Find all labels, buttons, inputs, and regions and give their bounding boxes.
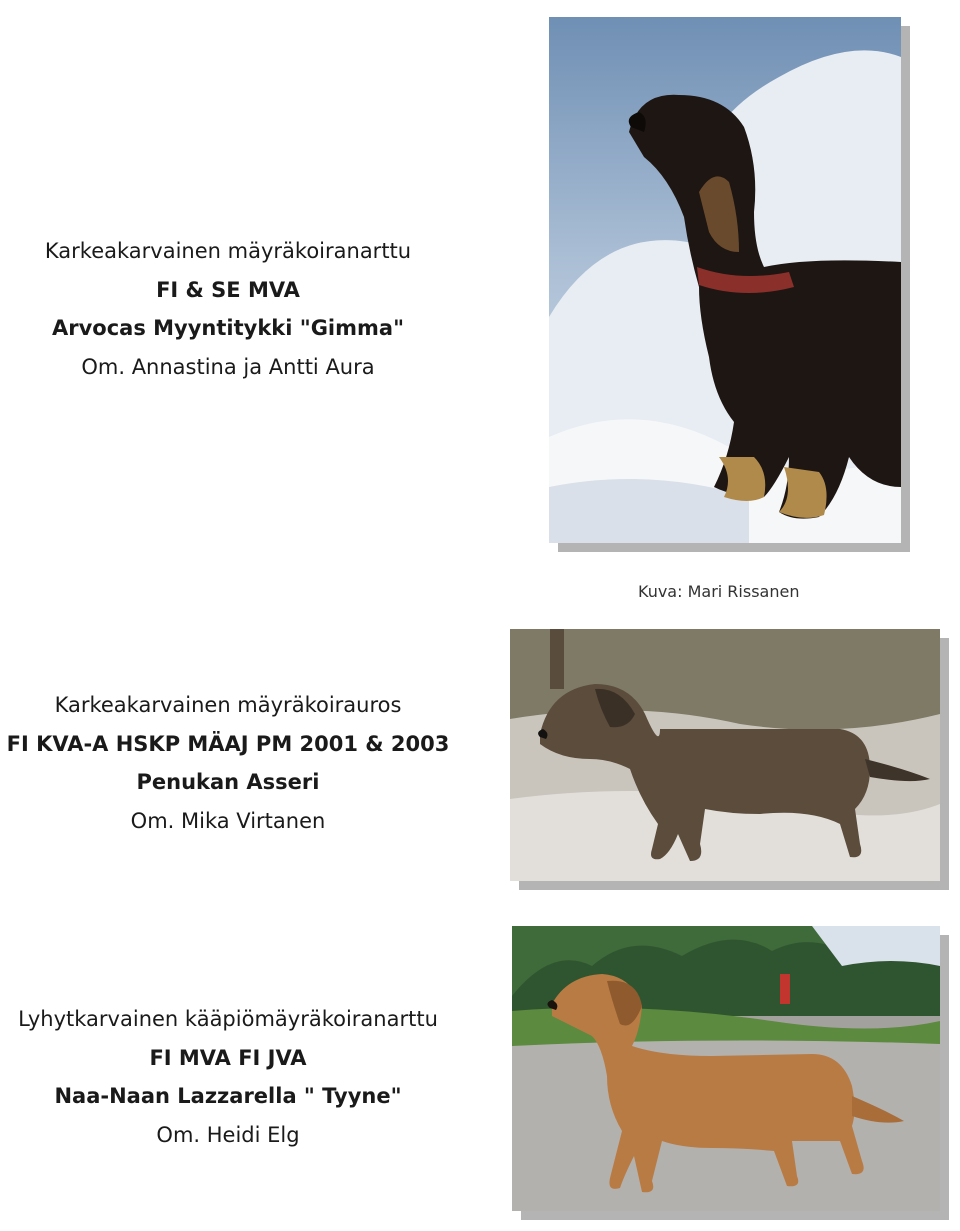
owner-label: Om. Mika Virtanen [130,808,326,833]
dog-name: Naa-Naan Lazzarella " Tyyne" [54,1084,402,1108]
dog-entry-asseri [0,686,456,840]
dog-name: Arvocas Myyntitykki "Gimma" [51,316,405,340]
photo-caption: Kuva: Mari Rissanen [638,582,800,601]
photo-wirehaired-dachshund-gravel [510,629,940,881]
breed-label: Karkeakarvainen mäyräkoiranarttu [44,239,412,263]
titles-label: FI MVA FI JVA [149,1045,307,1070]
titles-label: FI & SE MVA [156,277,300,302]
photo-smooth-miniature-dachshund-road [512,926,940,1211]
photo-wirehaired-dachshund-snow [549,17,901,543]
dog-entry-gimma [0,232,456,386]
breed-label: Lyhytkarvainen kääpiömäyräkoiranarttu [18,1007,438,1031]
titles-label: FI KVA-A HSKP MÄAJ PM 2001 & 2003 [6,731,450,756]
owner-label: Om. Heidi Elg [156,1122,300,1147]
dog-name: Penukan Asseri [136,770,320,794]
breed-label: Karkeakarvainen mäyräkoirauros [54,693,402,717]
owner-label: Om. Annastina ja Antti Aura [81,354,375,379]
dog-entry-tyyne [0,1000,456,1154]
